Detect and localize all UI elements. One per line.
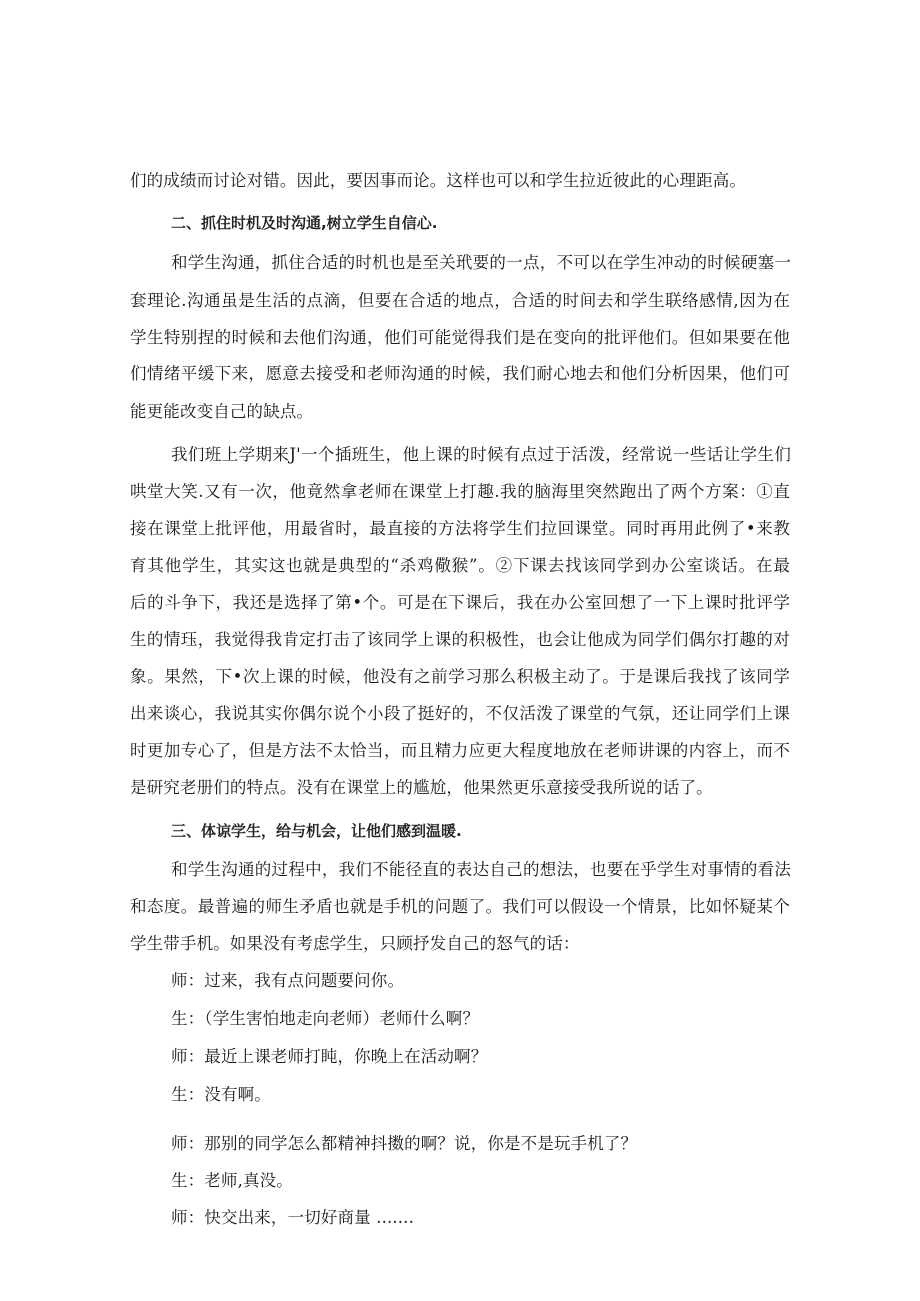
dialogue-line: 师：过来，我有点问题要问你。 xyxy=(171,971,405,990)
dialogue-line: 师：那别的同学怎么都精神抖擞的啊？说，你是不是玩手机了？ xyxy=(171,1134,638,1153)
dialogue-line: 生：（学生害怕地走向老师）老师什么啊？ xyxy=(171,1009,480,1028)
paragraph-line: 哄堂大笑.又有一次，他竟然拿老师在课堂上打趣.我的脑海里突然跑出了两个方案：①直 xyxy=(130,482,790,501)
paragraph-line: 和学生沟通的过程中，我们不能径直的表达自己的想法，也要在乎学生对事情的看法 xyxy=(171,860,791,879)
paragraph-line: 是研究老册们的特点。没有在课堂上的尴尬，他果然更乐意接受我所说的话了。 xyxy=(130,778,713,797)
paragraph-line: 我们班上学期来J'一个插班生，他上课的时候有点过于活泼，经常说一些话让学生们 xyxy=(171,445,791,464)
paragraph-line: 接在课堂上批评他，用最省时，最直接的方法将学生们拉回课堂。同时再用此例了•来教 xyxy=(130,519,790,538)
dialogue-line: 师：最近上课老师打盹，你晚上在活动啊？ xyxy=(171,1047,488,1066)
section-heading: 三、体谅学生，给与机会，让他们感到温暖. xyxy=(171,822,462,840)
dialogue-line: 生：没有啊。 xyxy=(171,1085,271,1104)
paragraph-line: 育其他学生，其实这也就是典型的“杀鸡儆猴”。②下课去找该同学到办公室谈话。在最 xyxy=(130,556,790,575)
paragraph-line: 象。果然，下•次上课的时候，他没有之前学习那么积极主动了。于是课后我找了该同学 xyxy=(130,667,790,686)
paragraph-line: 能更能改变自己的缺点。 xyxy=(130,402,314,421)
paragraph-line: 时更加专心了，但是方法不太恰当，而且精力应更大程度地放在老师讲课的内容上，而不 xyxy=(130,741,790,760)
paragraph-line: 后的斗争下，我还是选择了第•个。可是在下课后，我在办公室回想了一下上课时批评学 xyxy=(130,593,790,612)
dialogue-line: 师：快交出来，一切好商量 ....... xyxy=(171,1208,414,1227)
paragraph-line: 们情绪平缓下来，愿意去接受和老师沟通的时候，我们耐心地去和他们分析因果，他们可 xyxy=(130,364,790,383)
paragraph-line: 学生特别捏的时候和去他们沟通，他们可能觉得我们是在变向的批评他们。但如果要在他 xyxy=(130,328,790,347)
paragraph-line: 们的成绩而讨论对错。因此，要因事而论。这样也可以和学生拉近彼此的心理距高。 xyxy=(130,171,747,190)
paragraph-line: 生的情珏，我觉得我肯定打击了该同学上课的积极性，也会让他成为同学们偶尔打趣的对 xyxy=(130,630,790,649)
paragraph-line: 套理论.沟通虽是生活的点滴，但要在合适的地点，合适的时间去和学生联络感情,因为在 xyxy=(130,291,790,310)
section-heading: 二、抓住时机及时沟通,树立学生自信心. xyxy=(171,214,438,232)
dialogue-line: 生：老师,真没。 xyxy=(171,1171,293,1190)
paragraph-line: 和态度。最普遍的师生矛盾也就是手机的问题了。我们可以假设一个情景，比如怀疑某个 xyxy=(130,897,790,916)
paragraph-line: 出来谈心，我说其实你偶尔说个小段了挺好的，不仅活泼了课堂的气氛，还让同学们上课 xyxy=(130,704,790,723)
paragraph-line: 和学生沟通，抓住合适的时机也是至关玳要的一点，不可以在学生冲动的时候硬塞一 xyxy=(171,253,791,272)
paragraph-line: 学生带手机。如果没有考虑学生，只顾抒发自己的怒气的话： xyxy=(130,934,580,953)
